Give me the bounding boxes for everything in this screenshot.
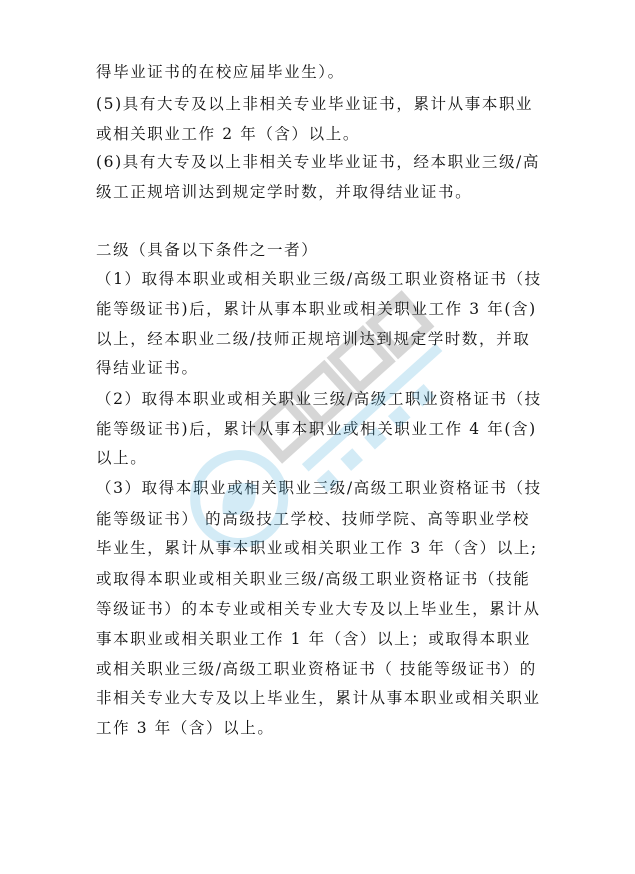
text-line: 或取得本职业或相关职业三级/高级工职业资格证书（技能	[96, 570, 531, 588]
text-line: 级工正规培训达到规定学时数，并取得结业证书。	[96, 183, 473, 201]
text-line: 等级证书）的本专业或相关专业大专及以上毕业生，累计从	[96, 600, 541, 618]
text-line: (5)具有大专及以上非相关专业毕业证书，累计从事本职业	[96, 95, 534, 113]
text-line: 得结业证书。	[96, 359, 199, 377]
text-line: 得毕业证书的在校应届毕业生）。	[96, 63, 345, 81]
text-line: 能等级证书） 的高级技工学校、技师学院、高等职业学校	[96, 510, 531, 528]
text-line: 毕业生，累计从事本职业或相关职业工作 3 年（含）以上;	[96, 539, 538, 557]
text-line: (6)具有大专及以上非相关专业毕业证书，经本职业三级/高	[96, 153, 540, 171]
section-heading: 二级（具备以下条件之一者）	[96, 241, 319, 259]
text-line: 非相关专业大专及以上毕业生，累计从事本职业或相关职业	[96, 689, 541, 707]
text-line: 以上，经本职业二级/技师正规培训达到规定学时数，并取	[96, 330, 531, 348]
text-line: （3）取得本职业或相关职业三级/高级工职业资格证书（技	[96, 479, 542, 497]
text-line: 事本职业或相关职业工作 1 年（含）以上；或取得本职业	[96, 630, 531, 648]
text-line: 能等级证书)后，累计从事本职业或相关职业工作 3 年(含)	[96, 300, 537, 318]
text-line: 以上。	[96, 449, 148, 467]
text-line: 或相关职业工作 2 年（含）以上。	[96, 125, 360, 143]
text-line: 工作 3 年（含）以上。	[96, 719, 275, 737]
text-line: （2）取得本职业或相关职业三级/高级工职业资格证书（技	[96, 390, 542, 408]
text-line: 能等级证书)后，累计从事本职业或相关职业工作 4 年(含)	[96, 420, 537, 438]
text-line: 或相关职业三级/高级工职业资格证书（ 技能等级证书）的	[96, 660, 537, 678]
text-line: （1）取得本职业或相关职业三级/高级工职业资格证书（技	[96, 270, 542, 288]
